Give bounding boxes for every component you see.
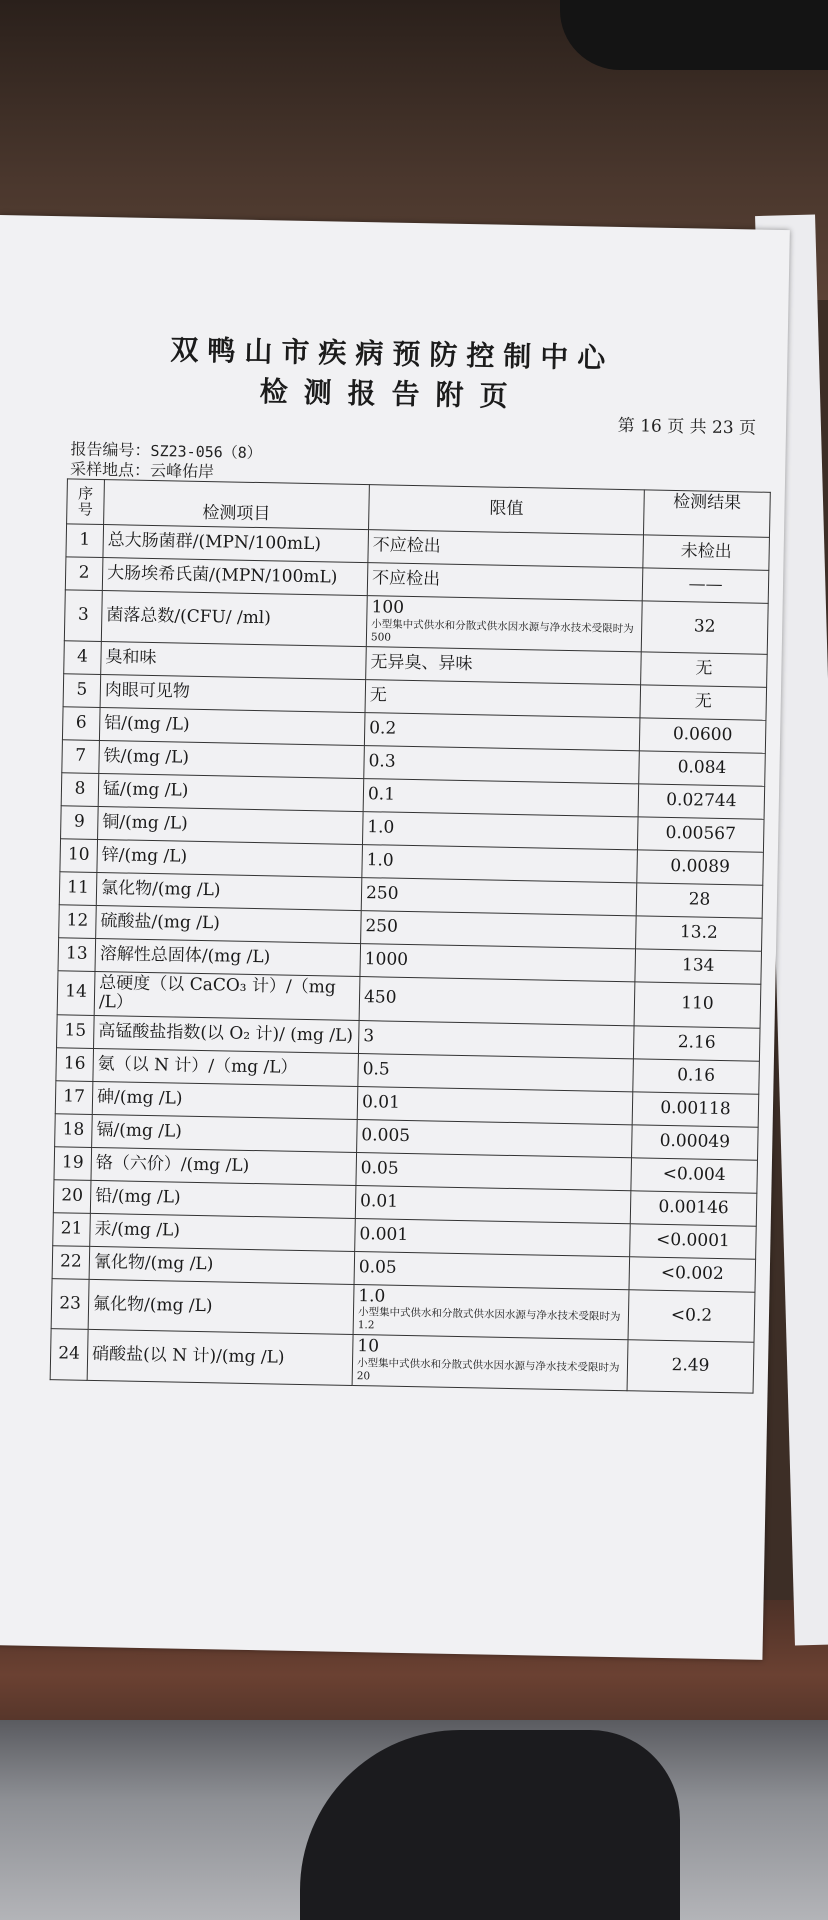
row-item: 铝/(mg /L) — [99, 707, 365, 745]
row-item: 锰/(mg /L) — [98, 773, 364, 811]
limit-value: 3 — [363, 1025, 375, 1047]
row-result: 32 — [641, 601, 768, 654]
row-result: 未检出 — [643, 535, 770, 570]
row-seq: 3 — [64, 590, 102, 641]
limit-value: 100 — [371, 597, 405, 618]
limit-value: 不应检出 — [371, 568, 441, 590]
row-limit — [361, 877, 637, 915]
row-result: 0.0089 — [637, 849, 764, 884]
limit-value: 0.2 — [369, 717, 397, 739]
row-result: —— — [642, 568, 769, 603]
page-number: 第 16 页 共 23 页 — [617, 415, 757, 439]
row-item: 菌落总数/(CFU/ /ml) — [101, 591, 367, 647]
limit-value: 1.0 — [367, 816, 395, 838]
row-item: 铜/(mg /L) — [98, 806, 364, 844]
limit-note: 小型集中式供水和分散式供水因水源与净水技术受限时为1.2 — [357, 1306, 621, 1332]
row-result: <0.004 — [631, 1157, 758, 1192]
report-number: SZ23-056（8） — [150, 441, 262, 463]
results-table — [50, 478, 771, 1393]
row-limit — [367, 563, 643, 601]
seq-header: 序号 — [67, 479, 105, 525]
report-page — [0, 215, 790, 1660]
row-seq: 7 — [62, 739, 100, 773]
row-result: 0.0600 — [639, 717, 766, 752]
row-item: 铁/(mg /L) — [99, 740, 365, 778]
row-limit — [368, 530, 644, 568]
row-limit — [358, 1020, 634, 1058]
limit-value: 0.05 — [360, 1157, 399, 1179]
row-item: 铅/(mg /L) — [90, 1180, 356, 1218]
row-seq: 18 — [55, 1113, 93, 1147]
row-result: 13.2 — [636, 915, 763, 950]
row-seq: 24 — [50, 1329, 88, 1380]
row-result: 28 — [636, 882, 763, 917]
row-seq: 10 — [60, 838, 98, 872]
doc-title: 检测报告附页 — [259, 375, 524, 414]
row-seq: 16 — [56, 1047, 94, 1081]
sampling-location: 云峰佑岸 — [149, 460, 215, 482]
row-seq: 9 — [61, 805, 99, 839]
row-result: 0.00118 — [632, 1091, 759, 1126]
row-result: <0.0001 — [630, 1223, 757, 1258]
row-result: 2.49 — [627, 1340, 754, 1393]
row-limit — [364, 745, 640, 783]
result-header: 检测结果 — [643, 490, 770, 537]
report-number-label: 报告编号： — [70, 439, 151, 460]
row-seq: 13 — [58, 937, 96, 971]
row-seq: 21 — [53, 1212, 91, 1246]
row-result: 无 — [641, 651, 768, 686]
row-limit — [357, 1119, 633, 1157]
limit-value: 1000 — [364, 948, 409, 970]
limit-value: 0.3 — [368, 750, 396, 772]
row-item: 镉/(mg /L) — [92, 1114, 358, 1152]
row-result: 134 — [635, 948, 762, 983]
row-limit — [361, 910, 637, 948]
row-limit — [362, 844, 638, 882]
black-device — [560, 0, 828, 70]
row-result: 0.16 — [633, 1058, 760, 1093]
row-seq: 1 — [66, 524, 104, 558]
limit-value: 250 — [365, 882, 399, 904]
row-item: 大肠埃希氏菌/(MPN/100mL) — [102, 558, 368, 596]
limit-value: 0.1 — [367, 783, 396, 805]
row-seq: 5 — [63, 673, 101, 707]
limit-value: 0.05 — [358, 1256, 397, 1278]
limit-value: 0.01 — [361, 1091, 401, 1113]
limit-note: 小型集中式供水和分散式供水因水源与净水技术受限时为20 — [356, 1356, 620, 1383]
row-limit — [366, 596, 642, 652]
row-limit — [365, 679, 641, 717]
limit-value: 450 — [363, 987, 397, 1009]
row-item: 高锰酸盐指数(以 O₂ 计)/ (mg /L) — [94, 1015, 360, 1053]
row-result: <0.2 — [628, 1289, 755, 1342]
row-item: 汞/(mg /L) — [90, 1213, 356, 1251]
row-limit — [352, 1335, 628, 1391]
row-seq: 8 — [61, 772, 99, 806]
row-item: 总大肠菌群/(MPN/100mL) — [103, 525, 369, 563]
row-item: 肉眼可见物 — [100, 674, 366, 712]
row-result: 无 — [640, 684, 767, 719]
row-item: 铬（六价）/(mg /L) — [91, 1147, 357, 1185]
row-limit — [354, 1251, 630, 1289]
row-limit — [357, 1086, 633, 1124]
row-limit — [366, 646, 642, 684]
row-result: 110 — [634, 981, 761, 1028]
org-name: 双鸭山市疾病预防控制中心 — [170, 333, 615, 375]
row-item: 硫酸盐/(mg /L) — [96, 905, 362, 943]
row-limit — [362, 811, 638, 849]
row-item: 氰化物/(mg /L) — [89, 1246, 355, 1284]
row-limit — [356, 1152, 632, 1190]
row-item: 硝酸盐(以 N 计)/(mg /L) — [87, 1330, 353, 1386]
row-item: 溶解性总固体/(mg /L) — [95, 938, 361, 976]
row-limit — [360, 943, 636, 981]
row-item: 锌/(mg /L) — [97, 839, 363, 877]
row-seq: 20 — [53, 1179, 91, 1213]
row-seq: 6 — [62, 706, 100, 740]
row-result: <0.002 — [629, 1256, 756, 1291]
row-seq: 4 — [64, 640, 102, 674]
row-seq: 17 — [55, 1080, 93, 1114]
limit-value: 0.5 — [362, 1058, 390, 1080]
limit-header: 限值 — [369, 485, 645, 535]
row-result: 0.00049 — [632, 1124, 759, 1159]
row-limit — [355, 1218, 631, 1256]
row-item: 氟化物/(mg /L) — [88, 1279, 354, 1335]
limit-value: 0.005 — [361, 1124, 411, 1146]
row-seq: 23 — [51, 1278, 89, 1329]
limit-value: 无异臭、异味 — [370, 651, 473, 674]
row-item: 砷/(mg /L) — [92, 1081, 358, 1119]
row-limit — [364, 712, 640, 750]
sampling-location-label: 采样地点： — [69, 459, 151, 480]
row-result: 2.16 — [633, 1025, 760, 1060]
row-seq: 11 — [59, 871, 97, 905]
row-item: 臭和味 — [101, 641, 367, 679]
limit-value: 250 — [365, 915, 399, 937]
table-body — [50, 524, 769, 1393]
row-limit — [353, 1284, 629, 1340]
item-header: 检测项目 — [104, 480, 370, 530]
row-seq: 2 — [65, 557, 103, 591]
limit-note: 小型集中式供水和分散式供水因水源与净水技术受限时为500 — [370, 617, 634, 644]
row-seq: 15 — [57, 1014, 95, 1048]
limit-value: 1.0 — [358, 1285, 386, 1307]
row-seq: 22 — [52, 1245, 90, 1279]
limit-value: 1.0 — [366, 849, 394, 871]
row-result: 0.02744 — [638, 783, 765, 818]
row-item: 总硬度（以 CaCO₃ 计）/（mg /L） — [94, 971, 360, 1020]
row-result: 0.00146 — [630, 1190, 757, 1225]
row-seq: 19 — [54, 1146, 92, 1180]
limit-value: 0.001 — [359, 1223, 409, 1245]
limit-value: 0.01 — [359, 1190, 399, 1212]
row-item: 氨（以 N 计）/（mg /L） — [93, 1048, 359, 1086]
limit-value: 10 — [357, 1336, 380, 1357]
limit-value: 无 — [369, 684, 388, 706]
limit-value: 不应检出 — [372, 535, 441, 557]
row-item: 氯化物/(mg /L) — [96, 872, 362, 910]
row-limit — [363, 778, 639, 816]
row-limit — [359, 976, 635, 1025]
row-result: 0.00567 — [637, 816, 764, 851]
row-seq: 12 — [59, 904, 97, 938]
row-result: 0.084 — [639, 750, 766, 785]
row-limit — [355, 1185, 631, 1223]
row-limit — [358, 1053, 634, 1091]
row-seq: 14 — [57, 970, 95, 1015]
